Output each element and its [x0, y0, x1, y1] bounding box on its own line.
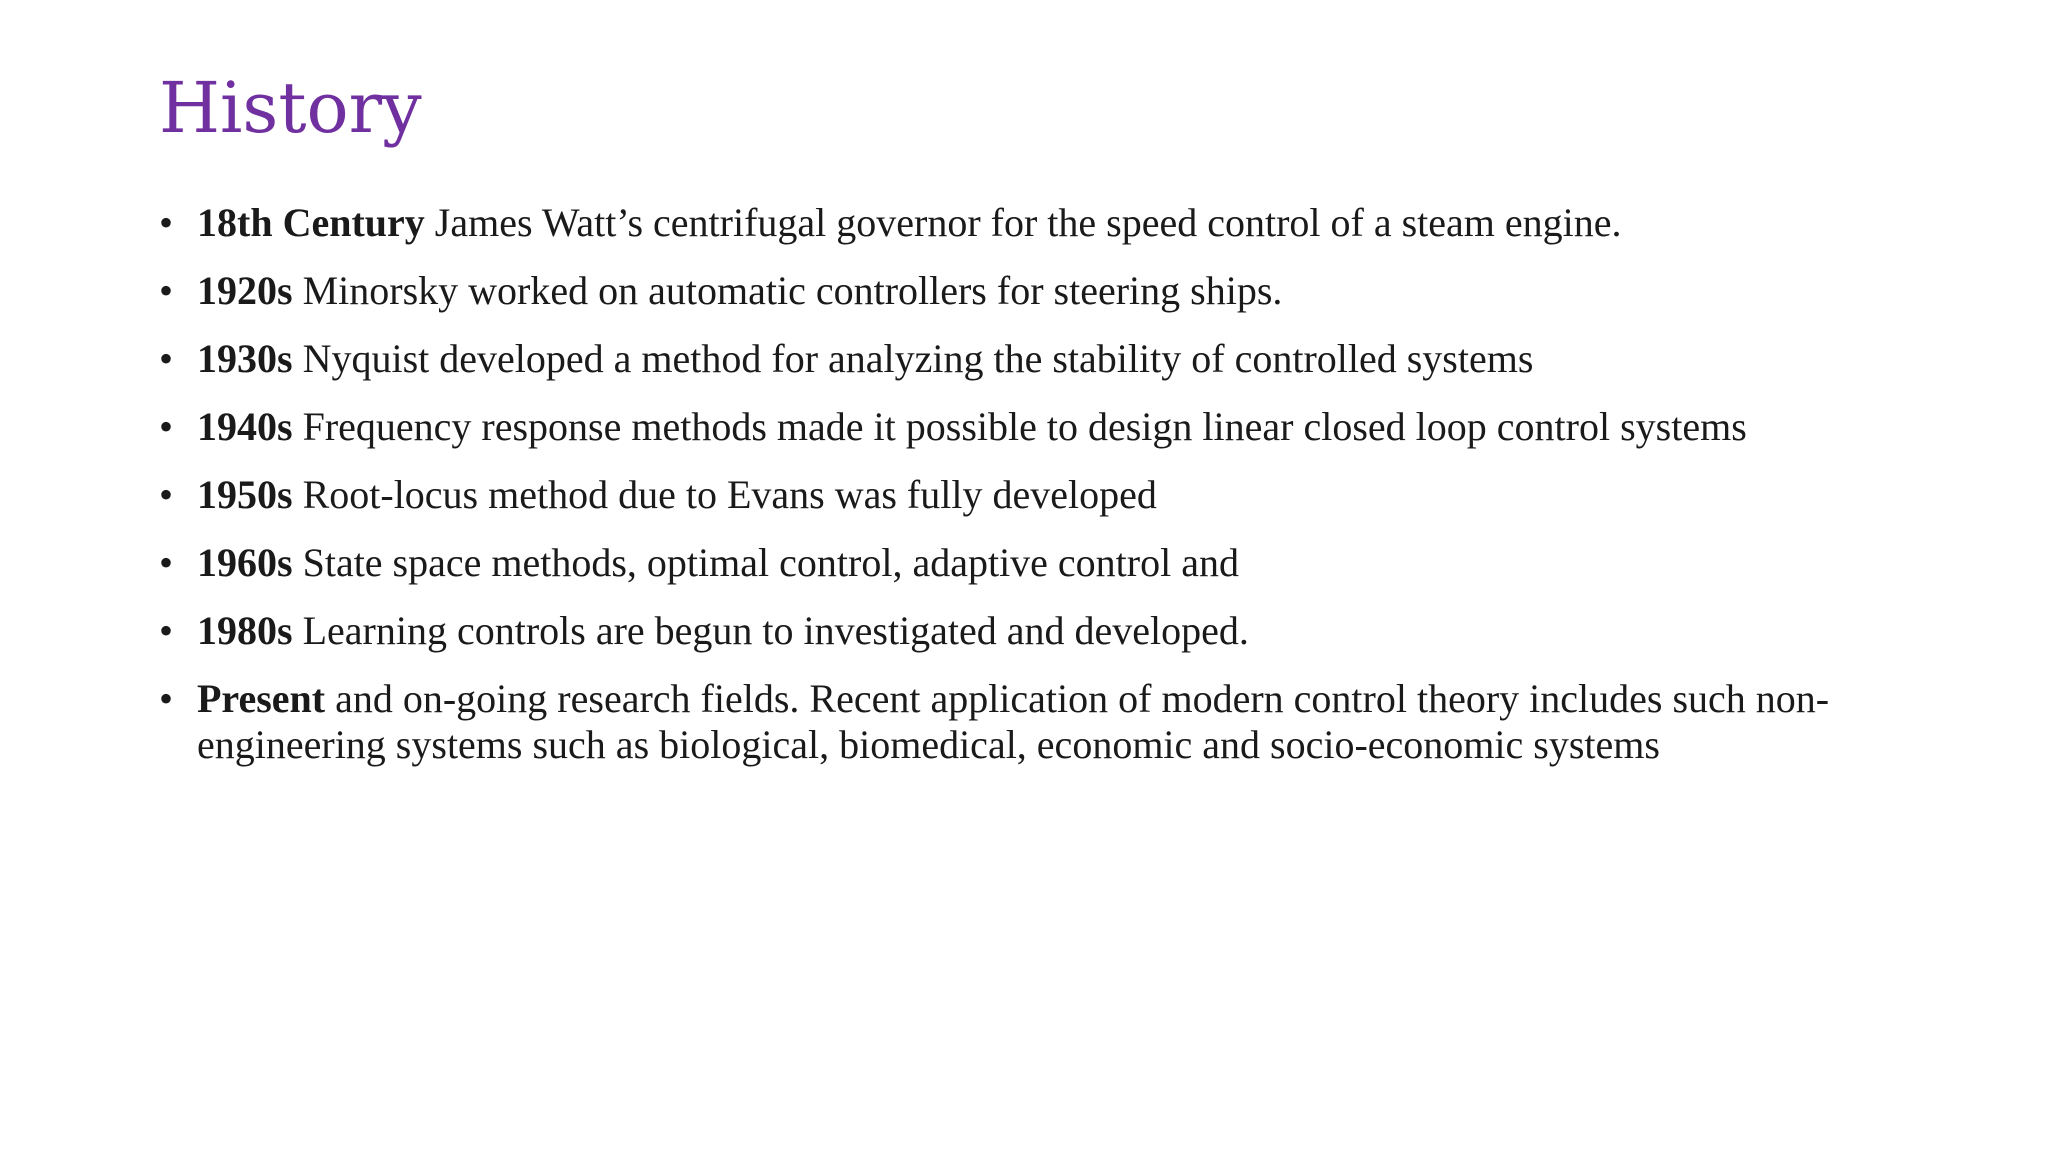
bullet-item-1940s: [159, 404, 1919, 450]
bullet-text: Frequency response methods made it possible to design linear closed loop control systems: [302, 404, 1747, 449]
bullet-text: Root-locus method due to Evans was fully developed: [302, 472, 1157, 517]
bullet-term: 18th Century: [197, 200, 425, 245]
bullet-text: State space methods, optimal control, adaptive control and: [302, 540, 1239, 585]
bullet-term: Present: [197, 676, 326, 721]
bullet-dot-icon: •: [159, 268, 174, 313]
bullet-item-18th-century: [159, 200, 1919, 246]
bullet-text: Minorsky worked on automatic controllers for steering ships.: [302, 268, 1283, 313]
bullet-dot-icon: •: [159, 676, 174, 721]
bullet-term: 1920s: [197, 268, 293, 313]
bullet-item-1960s: [159, 540, 1919, 586]
bullet-text: Nyquist developed a method for analyzing the stability of controlled systems: [302, 336, 1534, 381]
bullet-dot-icon: •: [159, 200, 174, 245]
bullet-item-1930s: [159, 336, 1919, 382]
bullet-item-present: [159, 676, 1919, 768]
bullet-item-1980s: [159, 608, 1919, 654]
bullet-text: James Watt’s centrifugal governor for the speed control of a steam engine.: [434, 200, 1622, 245]
history-bullet-list: [159, 200, 1919, 790]
bullet-term: 1950s: [197, 472, 293, 517]
bullet-dot-icon: •: [159, 608, 174, 653]
bullet-dot-icon: •: [159, 472, 174, 517]
bullet-term: 1940s: [197, 404, 293, 449]
bullet-dot-icon: •: [159, 540, 174, 585]
bullet-item-1950s: [159, 472, 1919, 518]
bullet-term: 1980s: [197, 608, 293, 653]
bullet-dot-icon: •: [159, 404, 174, 449]
bullet-term: 1930s: [197, 336, 293, 381]
bullet-text: Learning controls are begun to investigated and developed.: [302, 608, 1249, 653]
bullet-dot-icon: •: [159, 336, 174, 381]
bullet-term: 1960s: [197, 540, 293, 585]
bullet-text: and on-going research fields. Recent application of modern control theory includes such non-engineering systems such as biological, biomedical, economic and socio-economic systems: [197, 676, 1830, 767]
bullet-item-1920s: [159, 268, 1919, 314]
slide-title: History: [159, 67, 422, 149]
